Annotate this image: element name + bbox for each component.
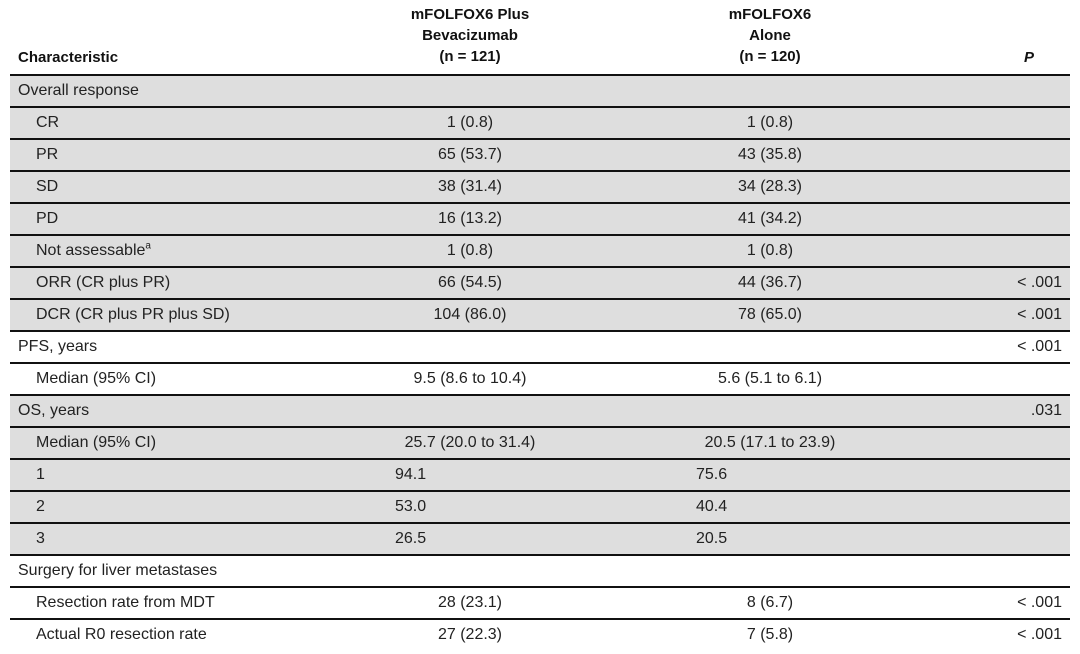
table-row [10,362,1070,394]
row-label-text: PD [36,210,59,227]
cell-alone-arm: 1 (0.8) [746,114,794,131]
table-row [10,74,1070,106]
row-label [36,140,58,170]
cell-alone-arm: 41 (34.2) [737,210,803,227]
table-row [10,458,1070,490]
table-row [10,266,1070,298]
header-col2-line3: (n = 120) [739,48,801,65]
cell-alone-arm: 8 (6.7) [746,594,794,611]
cell-alone-arm [660,396,880,426]
cell-alone-arm: 1 (0.8) [746,242,794,259]
row-label-text: DCR (CR plus PR plus SD) [36,306,230,323]
table-row [10,202,1070,234]
row-label [36,172,58,202]
row-label-text: Resection rate from MDT [36,594,215,611]
cell-bevacizumab-arm: 27 (22.3) [437,626,503,643]
cell-alone-arm [660,76,880,106]
cell-alone-arm [660,332,880,362]
table-body [10,74,1070,650]
row-label [36,236,151,266]
cell-alone-arm: 20.5 (17.1 to 23.9) [704,434,836,451]
row-label [18,396,89,426]
table-row [10,490,1070,522]
table-row [10,298,1070,330]
row-label [36,460,45,490]
row-label [36,364,156,394]
footnote-marker: a [145,240,151,252]
header-col2-line1: mFOLFOX6 [728,6,812,23]
cell-p-value: .031 [1030,402,1062,419]
cell-alone-arm: 5.6 (5.1 to 6.1) [717,370,823,387]
cell-alone-arm: 34 (28.3) [737,178,803,195]
cell-p-value: < .001 [1017,274,1062,291]
header-col1-line1: mFOLFOX6 Plus [410,6,530,23]
table-row [10,106,1070,138]
row-label-text: ORR (CR plus PR) [36,274,171,291]
row-label-text: Not assessable [36,242,146,259]
cell-alone-arm: 7 (5.8) [746,626,794,643]
table-row [10,330,1070,362]
header-col2-line2: Alone [749,27,791,44]
row-label [36,620,207,650]
row-label [36,204,58,234]
table-row [10,234,1070,266]
table-header [10,0,1070,74]
table-row [10,522,1070,554]
row-label-text: 2 [36,498,45,515]
cell-bevacizumab-arm: 65 (53.7) [437,146,503,163]
cell-alone-arm: 44 (36.7) [737,274,803,291]
table-row [10,426,1070,458]
cell-alone-arm [660,556,880,586]
cell-alone-arm: 40.4 [696,498,728,515]
cell-bevacizumab-arm: 28 (23.1) [437,594,503,611]
row-label-text: Median (95% CI) [36,370,157,387]
row-label [18,76,139,106]
cell-bevacizumab-arm: 1 (0.8) [446,242,494,259]
table-row [10,138,1070,170]
row-label-text: SD [36,178,59,195]
table-row [10,618,1070,650]
cell-bevacizumab-arm: 94.1 [395,466,427,483]
cell-p-value: < .001 [1017,338,1062,355]
table-row [10,394,1070,426]
cell-bevacizumab-arm [360,556,580,586]
row-label [36,524,45,554]
cell-bevacizumab-arm: 38 (31.4) [437,178,503,195]
header-characteristic: Characteristic [18,49,119,66]
cell-bevacizumab-arm: 25.7 (20.0 to 31.4) [404,434,536,451]
row-label-text: PR [36,146,59,163]
row-label [36,492,45,522]
table-row [10,554,1070,586]
cell-p-value: < .001 [1017,594,1062,611]
header-alone-arm [660,4,880,67]
cell-bevacizumab-arm: 53.0 [395,498,427,515]
cell-bevacizumab-arm: 9.5 (8.6 to 10.4) [413,370,527,387]
cell-bevacizumab-arm [360,396,580,426]
cell-bevacizumab-arm: 66 (54.5) [437,274,503,291]
table-row [10,170,1070,202]
header-p-value: P [1023,49,1034,66]
row-label [36,588,215,618]
header-bevacizumab-arm [360,4,580,67]
row-label-text: PFS, years [18,338,98,355]
row-label [18,556,217,586]
row-label [36,108,59,138]
cell-p-value: < .001 [1017,626,1062,643]
cell-bevacizumab-arm [360,332,580,362]
header-col1-line2: Bevacizumab [422,27,518,44]
row-label [36,268,170,298]
row-label [18,332,97,362]
cell-p-value: < .001 [1017,306,1062,323]
table-row [10,586,1070,618]
row-label-text: Overall response [18,82,139,99]
cell-bevacizumab-arm: 104 (86.0) [433,306,507,323]
row-label-text: 1 [36,466,45,483]
row-label-text: Actual R0 resection rate [36,626,207,643]
header-col1-line3: (n = 121) [439,48,501,65]
results-table [10,0,1070,654]
cell-alone-arm: 75.6 [696,466,728,483]
row-label-text: OS, years [18,402,90,419]
row-label-text: Median (95% CI) [36,434,157,451]
cell-bevacizumab-arm: 16 (13.2) [437,210,503,227]
cell-bevacizumab-arm [360,76,580,106]
row-label-text: CR [36,114,60,131]
cell-bevacizumab-arm: 1 (0.8) [446,114,494,131]
row-label [36,428,156,458]
row-label [36,300,230,330]
cell-alone-arm: 78 (65.0) [737,306,803,323]
cell-bevacizumab-arm: 26.5 [395,530,427,547]
row-label-text: 3 [36,530,45,547]
cell-alone-arm: 43 (35.8) [737,146,803,163]
cell-alone-arm: 20.5 [696,530,728,547]
row-label-text: Surgery for liver metastases [18,562,218,579]
